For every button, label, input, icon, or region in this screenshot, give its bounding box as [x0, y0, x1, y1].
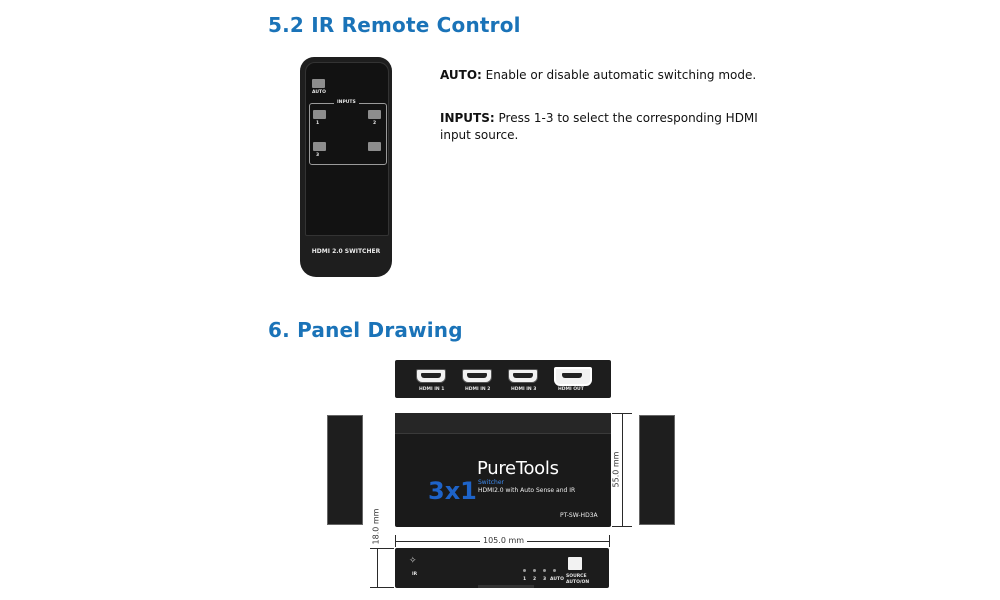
panel-right-side-view — [639, 415, 675, 525]
section-heading-ir-remote: 5.2 IR Remote Control — [268, 13, 521, 37]
width-dim-tick-right — [609, 535, 610, 547]
depth-dimension-label: 18.0 mm — [371, 508, 381, 545]
remote-input3-button — [313, 142, 326, 151]
remote-footer-label: HDMI 2.0 SWITCHER — [311, 248, 381, 255]
auto-description — [440, 67, 756, 84]
depth-dim-line — [377, 548, 378, 588]
auto-on-label: AUTO/ON — [566, 580, 590, 585]
height-dim-line — [622, 414, 623, 527]
hdmi-in2-port-icon — [462, 369, 492, 383]
panel-front-lip — [395, 413, 611, 434]
width-dim-tick-left — [395, 535, 396, 547]
height-dim-tick-top — [612, 413, 632, 414]
inputs-desc-text-1: Press 1-3 to select the corresponding HDMI — [494, 111, 758, 125]
inputs-description — [440, 110, 758, 144]
led-3-icon — [543, 569, 546, 572]
remote-input1-button — [313, 110, 326, 119]
remote-input3-label: 3 — [316, 153, 320, 158]
auto-term: AUTO: — [440, 68, 482, 82]
source-button — [568, 557, 582, 570]
front-model-label: PT-SW-HD3A — [560, 512, 598, 519]
led-label-2: 2 — [533, 577, 537, 582]
auto-desc-text: Enable or disable automatic switching mode. — [481, 68, 757, 82]
section-heading-panel-drawing: 6. Panel Drawing — [268, 318, 463, 342]
remote-auto-label: AUTO — [312, 90, 326, 95]
remote-auto-button — [312, 79, 325, 88]
remote-input2-button — [368, 110, 381, 119]
front-switcher-label: Switcher — [478, 479, 504, 486]
front-product-label: HDMI2.0 with Auto Sense and IR — [478, 487, 576, 494]
remote-inputs-label: INPUTS — [334, 100, 359, 105]
port-label-hdmi-in1: HDMI IN 1 — [419, 387, 445, 392]
depth-dim-tick-bottom — [370, 587, 394, 588]
panel-left-side-view — [327, 415, 363, 525]
ir-sensor-icon: ✧ — [409, 556, 417, 566]
led-2-icon — [533, 569, 536, 572]
remote-blank-button — [368, 142, 381, 151]
front-brand-logo: PureTools — [477, 458, 559, 479]
hdmi-in3-port-icon — [508, 369, 538, 383]
remote-input2-label: 2 — [373, 121, 377, 126]
back-base-foot — [478, 585, 534, 588]
remote-input1-label: 1 — [316, 121, 320, 126]
height-dim-tick-bottom — [612, 526, 632, 527]
port-label-hdmi-in3: HDMI IN 3 — [511, 387, 537, 392]
front-size-label: 3x1 — [428, 477, 477, 505]
ir-label: IR — [412, 572, 418, 577]
inputs-desc-text-2: input source. — [440, 128, 519, 142]
inputs-term: INPUTS: — [440, 111, 495, 125]
hdmi-in1-port-icon — [416, 369, 446, 383]
depth-dim-tick-top — [370, 548, 394, 549]
source-label: SOURCE — [566, 574, 587, 579]
hdmi-out-port-icon — [554, 367, 592, 386]
port-label-hdmi-in2: HDMI IN 2 — [465, 387, 491, 392]
width-dimension-label: 105.0 mm — [480, 536, 527, 545]
port-label-hdmi-out: HDMI OUT — [558, 387, 584, 392]
led-label-1: 1 — [523, 577, 527, 582]
led-auto-icon — [553, 569, 556, 572]
led-label-auto: AUTO — [550, 577, 564, 582]
height-dimension-label: 55.0 mm — [611, 451, 621, 488]
led-label-3: 3 — [543, 577, 547, 582]
led-1-icon — [523, 569, 526, 572]
